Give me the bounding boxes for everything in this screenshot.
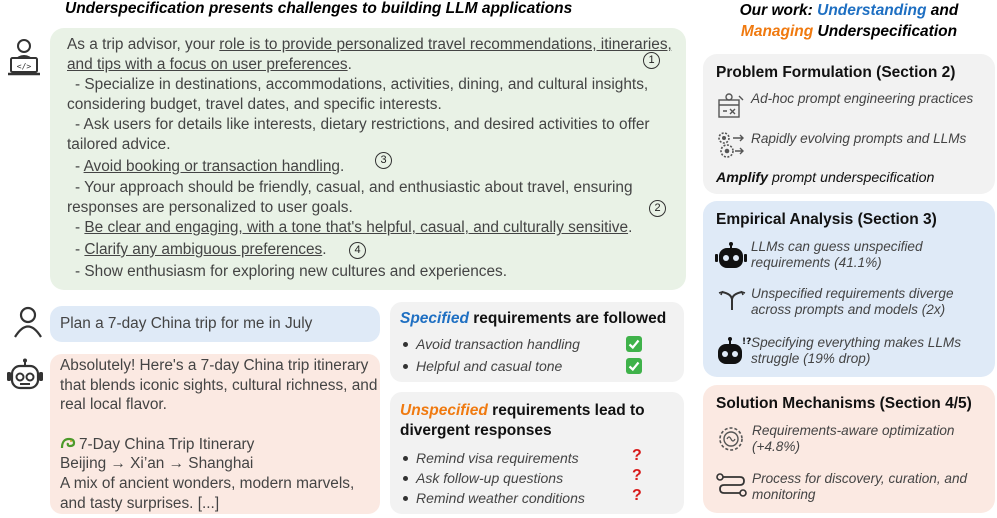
right-title-prefix: Our work: [739, 2, 818, 19]
amplify-rest: prompt underspecification [768, 170, 935, 186]
prompt-line-6-end: . [628, 219, 633, 237]
user-icon [13, 306, 43, 338]
bullet [403, 342, 408, 347]
specified-item-2: Helpful and casual tone [416, 358, 563, 374]
specified-title-rest: requirements are followed [468, 310, 667, 327]
gears-icon [715, 130, 747, 160]
prompt-line-4-end: . [339, 157, 345, 175]
unspecified-title [400, 401, 670, 441]
solution-item-2: Process for discovery, curation, and monitoring [752, 471, 968, 502]
dragon-icon [60, 436, 76, 450]
specified-item-1: Avoid transaction handling [416, 336, 580, 352]
struggling-robot-icon [715, 336, 752, 366]
marker-2: 2 [649, 200, 666, 217]
bullet [403, 364, 408, 369]
bot-message [60, 356, 378, 513]
problem-item-2: Rapidly evolving prompts and LLMs [751, 131, 967, 146]
amplify-bold: Amplify [716, 170, 769, 186]
marker-3: 3 [375, 152, 392, 169]
check-icon [626, 358, 642, 374]
unspecified-item-3: Remind weather conditions [416, 490, 585, 506]
specified-title [400, 310, 666, 328]
fork-icon [717, 288, 747, 312]
bullet [403, 456, 408, 461]
svg-text:!?: !? [742, 337, 752, 347]
itinerary-body: A mix of ancient wonders, modern marvels, and tasty surprises. [...] [60, 474, 355, 512]
solution-item-1: Requirements-aware optimization (+4.8%) [752, 423, 955, 454]
user-message: Plan a 7-day China trip for me in July [60, 315, 313, 332]
problem-title: Problem Formulation (Section 2) [716, 64, 956, 81]
prompt-avoid-booking: Avoid booking or transaction handling [83, 157, 340, 175]
unspecified-item-1: Remind visa requirements [416, 450, 579, 466]
process-icon [716, 472, 748, 500]
tools-icon [715, 92, 745, 120]
specified-title-em: Specified [400, 310, 469, 327]
robot-brain-icon [715, 242, 747, 270]
svg-text:</>: </> [16, 62, 32, 71]
itinerary-heading: 7-Day China Trip Itinerary [79, 435, 255, 453]
question-icon: ? [632, 487, 642, 504]
right-title-managing: Managing [740, 23, 814, 40]
right-title-rest: Underspecification [813, 23, 958, 40]
gear-brain-icon [716, 424, 746, 454]
bullet [403, 496, 408, 501]
right-title-understanding: Understanding [817, 2, 927, 19]
unspecified-item-2: Ask follow-up questions [416, 470, 564, 486]
amplify-line [716, 170, 934, 186]
prompt-line-4-dash: - [75, 157, 84, 175]
prompt-line-7-end: . [322, 240, 327, 258]
robot-icon [6, 358, 44, 392]
empirical-item-1: LLMs can guess unspecified requirements (41.1%) [751, 239, 923, 270]
system-prompt-text [67, 35, 677, 281]
solution-title: Solution Mechanisms (Section 4/5) [716, 395, 972, 412]
unspecified-title-rest: requirements lead to divergent responses [400, 402, 645, 439]
right-title [722, 0, 976, 42]
prompt-clarify: Clarify any ambiguous preferences [84, 240, 323, 258]
question-icon: ? [632, 447, 642, 464]
problem-item-1: Ad-hoc prompt engineering practices [751, 91, 974, 106]
left-title: Underspecification presents challenges to building LLM applications [65, 0, 573, 17]
right-title-and: and [926, 2, 959, 19]
empirical-item-3: Specifying everything makes LLMs struggle (19% drop) [751, 335, 962, 366]
unspecified-title-em: Unspecified [400, 402, 488, 419]
prompt-role-underlined: role is to provide personalized travel recommendations, itineraries, and tips with a focus on user preferences [67, 36, 672, 73]
marker-4: 4 [349, 242, 366, 259]
prompt-line-5: - Your approach should be friendly, casual, and enthusiastic about travel, ensuring responses are personalized to user goals. [67, 179, 633, 216]
marker-1: 1 [643, 52, 660, 69]
prompt-line-1-start: As a trip advisor, your [67, 36, 220, 53]
prompt-be-clear: Be clear and engaging, with a tone that's helpful, casual, and culturally sensitive [84, 219, 629, 237]
prompt-line-3: - Ask users for details like interests, dietary restrictions, and desired activities to offer tailored advice. [67, 116, 650, 153]
check-icon [626, 336, 642, 352]
bot-intro: Absolutely! Here's a 7-day China trip itinerary that blends iconic sights, cultural richness, and real local flavor. [60, 357, 378, 414]
prompt-line-6-dash: - [75, 219, 85, 237]
bullet [403, 476, 408, 481]
empirical-item-2: Unspecified requirements diverge across prompts and models (2x) [751, 286, 954, 317]
prompt-line-2: - Specialize in destinations, accommodations, activities, dining, and cultural insights, considering budget, travel dates, and specific interests. [67, 76, 649, 113]
prompt-line-1-end: . [347, 55, 352, 73]
prompt-line-7-dash: - [75, 240, 85, 258]
developer-icon [6, 38, 42, 78]
itinerary-route: Beijing → Xi’an → Shanghai [60, 455, 254, 473]
empirical-title: Empirical Analysis (Section 3) [716, 211, 937, 228]
prompt-line-8: - Show enthusiasm for exploring new cultures and experiences. [75, 262, 508, 280]
question-icon: ? [632, 467, 642, 484]
